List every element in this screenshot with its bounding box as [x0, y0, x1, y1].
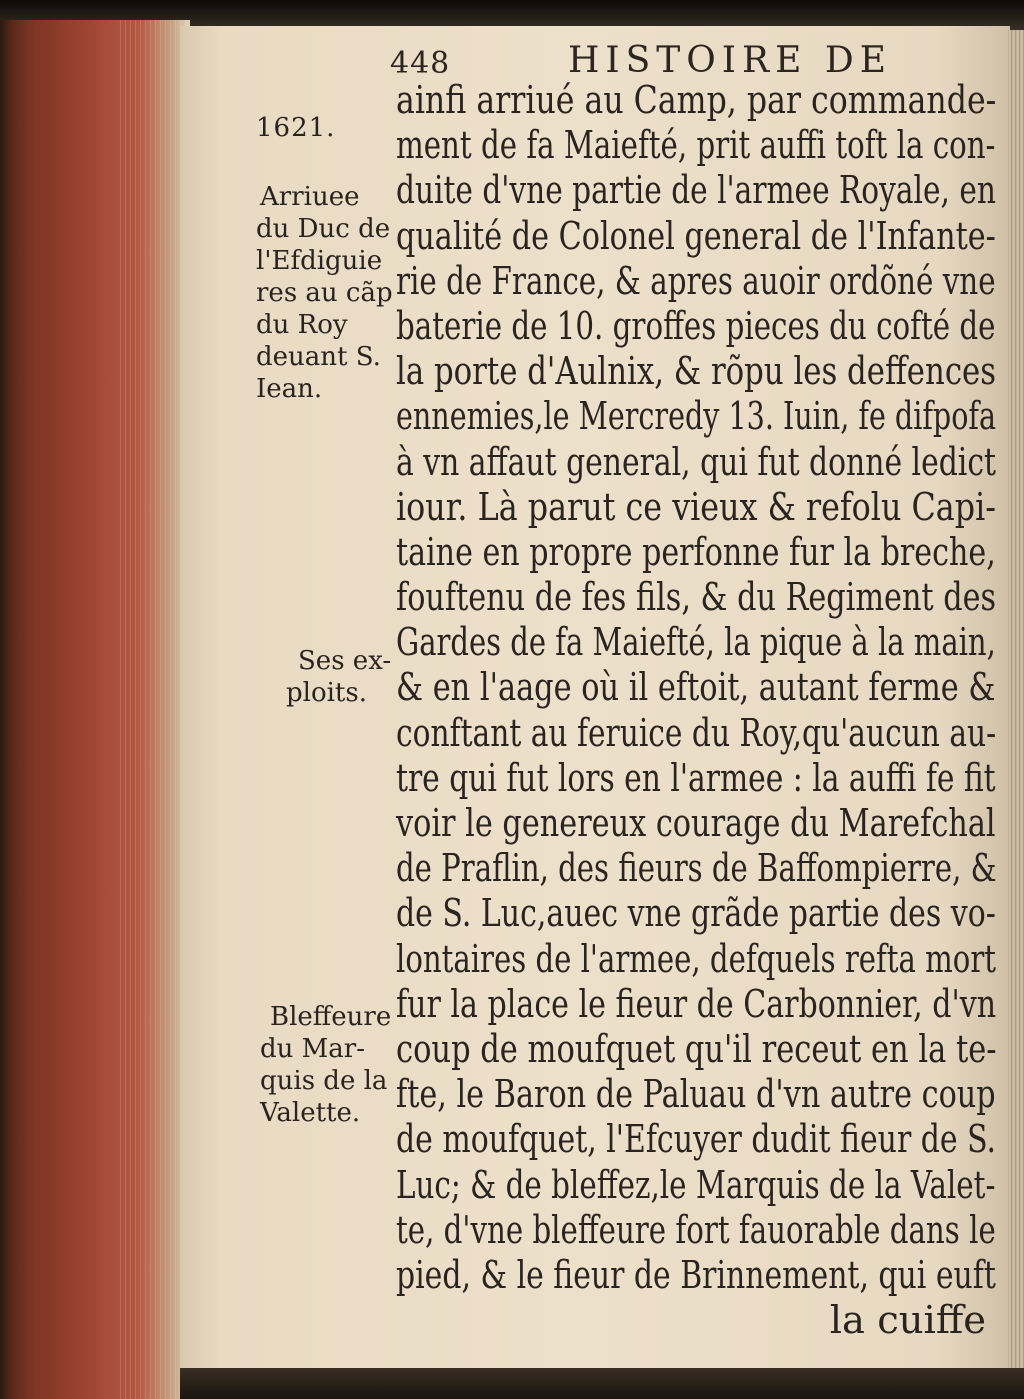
book-fore-edge	[0, 20, 190, 1399]
text-line: de moufquet, l'Efcuyer dudit fieur de S.	[396, 1117, 997, 1163]
text-line: lontaires de l'armee, defquels refta mort	[396, 936, 996, 982]
text-line: à vn affaut general, qui fut donné ledict	[396, 439, 996, 485]
text-line: ennemies,le Mercredy 13. Iuin, fe difpofa	[396, 394, 997, 440]
text-line: te, d'vne bleffeure fort fauorable dans le	[396, 1207, 996, 1253]
margin-line: quis de la	[260, 1066, 388, 1096]
body-text	[396, 78, 996, 1343]
catchword: la cuiffe	[829, 1298, 986, 1344]
text-line: qualité de Colonel general de l'Infante-	[396, 213, 996, 259]
page-header	[390, 40, 990, 80]
margin-line: Bleffeure	[270, 1002, 392, 1032]
text-line: ainfi arriué au Camp, par commande-	[396, 78, 997, 123]
margin-line: l'Efdiguie	[256, 246, 383, 276]
text-line: duite d'vne partie de l'armee Royale, en	[396, 168, 996, 214]
margin-note-arrivee	[258, 181, 393, 405]
text-line: conftant au feruice du Roy,qu'aucun au-	[396, 710, 997, 756]
text-line: coup de moufquet qu'il receut en la te-	[396, 1026, 997, 1072]
margin-line: deuant S.	[256, 342, 381, 372]
text-line: baterie de 10. groffes pieces du cofté de	[396, 303, 996, 349]
text-line: Luc; & de bleffez,le Marquis de la Valet-	[396, 1162, 996, 1208]
text-line: iour. Là parut ce vieux & refolu Capi-	[396, 484, 996, 530]
margin-note-blessure	[260, 1001, 391, 1129]
margin-line: Iean.	[256, 374, 323, 404]
text-line: fouftenu de fes fils, & du Regiment des	[396, 575, 997, 621]
bottom-shadow	[180, 1368, 1024, 1399]
text-line: de Praflin, des fieurs de Baffompierre, &	[396, 846, 997, 892]
text-line: voir le genereux courage du Marefchal	[396, 801, 996, 846]
text-line: de S. Luc,auec vne grãde partie des vo-	[396, 891, 996, 937]
text-line: la porte d'Aulnix, & rõpu les deffences	[396, 349, 997, 395]
text-line: fte, le Baron de Paluau d'vn autre coup	[396, 1072, 996, 1118]
text-line: fur la place le fieur de Carbonnier, d'vn	[396, 981, 997, 1027]
margin-line: du Mar-	[260, 1034, 365, 1064]
margin-line: res au cãp	[256, 278, 393, 308]
margin-note-exploits	[286, 645, 391, 709]
margin-line: Ses ex-	[298, 646, 392, 676]
margin-year: 1621.	[256, 113, 336, 143]
running-title: HISTOIRE DE	[568, 40, 892, 81]
text-line: pied, & le fieur de Brinnement, qui euft	[396, 1252, 996, 1298]
text-line: rie de France, & apres auoir ordõné vne	[396, 258, 996, 304]
text-line: taine en propre perfonne fur la breche,	[396, 529, 996, 575]
right-page-edges	[1008, 30, 1024, 1370]
margin-line: du Duc de	[256, 214, 391, 244]
page-number: 448	[390, 46, 451, 81]
text-line: tre qui fut lors en l'armee : la auffi fe fit	[396, 755, 996, 801]
text-line: Gardes de fa Maiefté, la pique à la main,	[396, 620, 996, 666]
margin-line: du Roy	[256, 310, 348, 340]
margin-line: ploits.	[286, 678, 367, 708]
text-line: ment de fa Maiefté, prit auffi toft la con-	[396, 123, 996, 169]
text-line: & en l'aage où il eftoit, autant ferme &	[396, 665, 996, 711]
margin-line: Arriuee	[260, 182, 360, 212]
margin-line: Valette.	[260, 1098, 361, 1128]
